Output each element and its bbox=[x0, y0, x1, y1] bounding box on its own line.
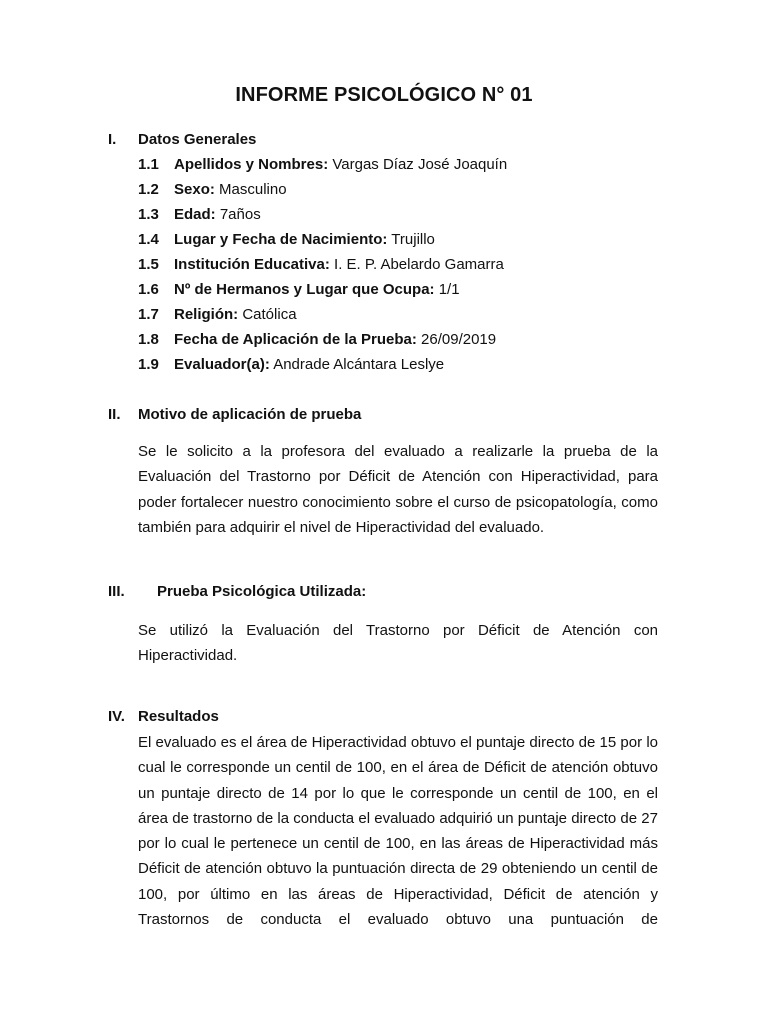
item-label: Lugar y Fecha de Nacimiento: bbox=[174, 231, 388, 248]
section-3-heading: Prueba Psicológica Utilizada: bbox=[157, 583, 367, 600]
item-value: I. E. P. Abelardo Gamarra bbox=[329, 256, 504, 273]
item-label: Edad: bbox=[174, 206, 216, 223]
item-label: Nº de Hermanos y Lugar que Ocupa: bbox=[174, 281, 435, 298]
general-data-item bbox=[138, 156, 507, 173]
general-data-item bbox=[138, 206, 261, 223]
section-3-paragraph: Se utilizó la Evaluación del Trastorno por Déficit de Atención con Hiperactividad. bbox=[138, 622, 658, 665]
section-1-number: I. bbox=[108, 131, 117, 148]
general-data-item bbox=[138, 256, 504, 273]
item-value: 1/1 bbox=[434, 281, 460, 298]
item-number: 1.8 bbox=[138, 331, 159, 348]
page-title: INFORME PSICOLÓGICO N° 01 bbox=[235, 84, 533, 106]
general-data-item bbox=[138, 281, 460, 298]
item-number: 1.4 bbox=[138, 231, 159, 248]
item-label: Sexo: bbox=[174, 181, 215, 198]
general-data-item bbox=[138, 356, 444, 373]
item-value: 26/09/2019 bbox=[416, 331, 497, 348]
item-number: 1.7 bbox=[138, 306, 159, 323]
item-label: Institución Educativa: bbox=[174, 256, 330, 273]
item-number: 1.1 bbox=[138, 156, 159, 173]
general-data-item bbox=[138, 331, 496, 348]
item-label: Apellidos y Nombres: bbox=[174, 156, 329, 173]
general-data-item bbox=[138, 306, 297, 323]
item-value: 7años bbox=[215, 206, 261, 223]
section-2-paragraph: Se le solicito a la profesora del evaluado a realizarle la prueba de la Evaluación del Trastorno por Déficit de Atención con Hiperactividad, para poder fortalecer nuestro conocimiento sobre el curso de psicopatología, como también para adquirir el nivel de Hiperactividad del evaluado. bbox=[138, 443, 658, 536]
section-3-number: III. bbox=[108, 583, 125, 600]
item-label: Fecha de Aplicación de la Prueba: bbox=[174, 331, 417, 348]
section-4-paragraph: El evaluado es el área de Hiperactividad obtuvo el puntaje directo de 15 por lo cual le corresponde un centil de 100, en el área de Déficit de atención obtuvo un puntaje directo de 14 por lo que le corresponde un centil de 100, en el área de trastorno de la conducta el evaluado adquirió un puntaje directo de 27 por lo cual le pertenece un centil de 100, en las áreas de Hiperactividad más Déficit de atención obtuvo la puntuación directa de 29 obteniendo un centil de 100, por último en las áreas de Hiperactividad, Déficit de atención y Trastornos de conducta el evaluado obtuvo una puntuación de bbox=[138, 734, 658, 929]
item-value: Trujillo bbox=[387, 231, 435, 248]
section-4-number: IV. bbox=[108, 708, 125, 725]
item-number: 1.2 bbox=[138, 181, 159, 198]
item-number: 1.5 bbox=[138, 256, 159, 273]
item-value: Masculino bbox=[214, 181, 287, 198]
item-number: 1.9 bbox=[138, 356, 159, 373]
item-value: Andrade Alcántara Leslye bbox=[269, 356, 445, 373]
general-data-item bbox=[138, 231, 435, 248]
section-4-heading: Resultados bbox=[138, 708, 219, 725]
item-label: Evaluador(a): bbox=[174, 356, 270, 373]
item-number: 1.6 bbox=[138, 281, 159, 298]
item-label: Religión: bbox=[174, 306, 239, 323]
item-value: Católica bbox=[238, 306, 297, 323]
item-number: 1.3 bbox=[138, 206, 159, 223]
section-1-heading: Datos Generales bbox=[138, 131, 257, 148]
section-2-heading: Motivo de aplicación de prueba bbox=[138, 406, 362, 423]
section-2-number: II. bbox=[108, 406, 121, 423]
item-value: Vargas Díaz José Joaquín bbox=[328, 156, 508, 173]
general-data-item bbox=[138, 181, 287, 198]
